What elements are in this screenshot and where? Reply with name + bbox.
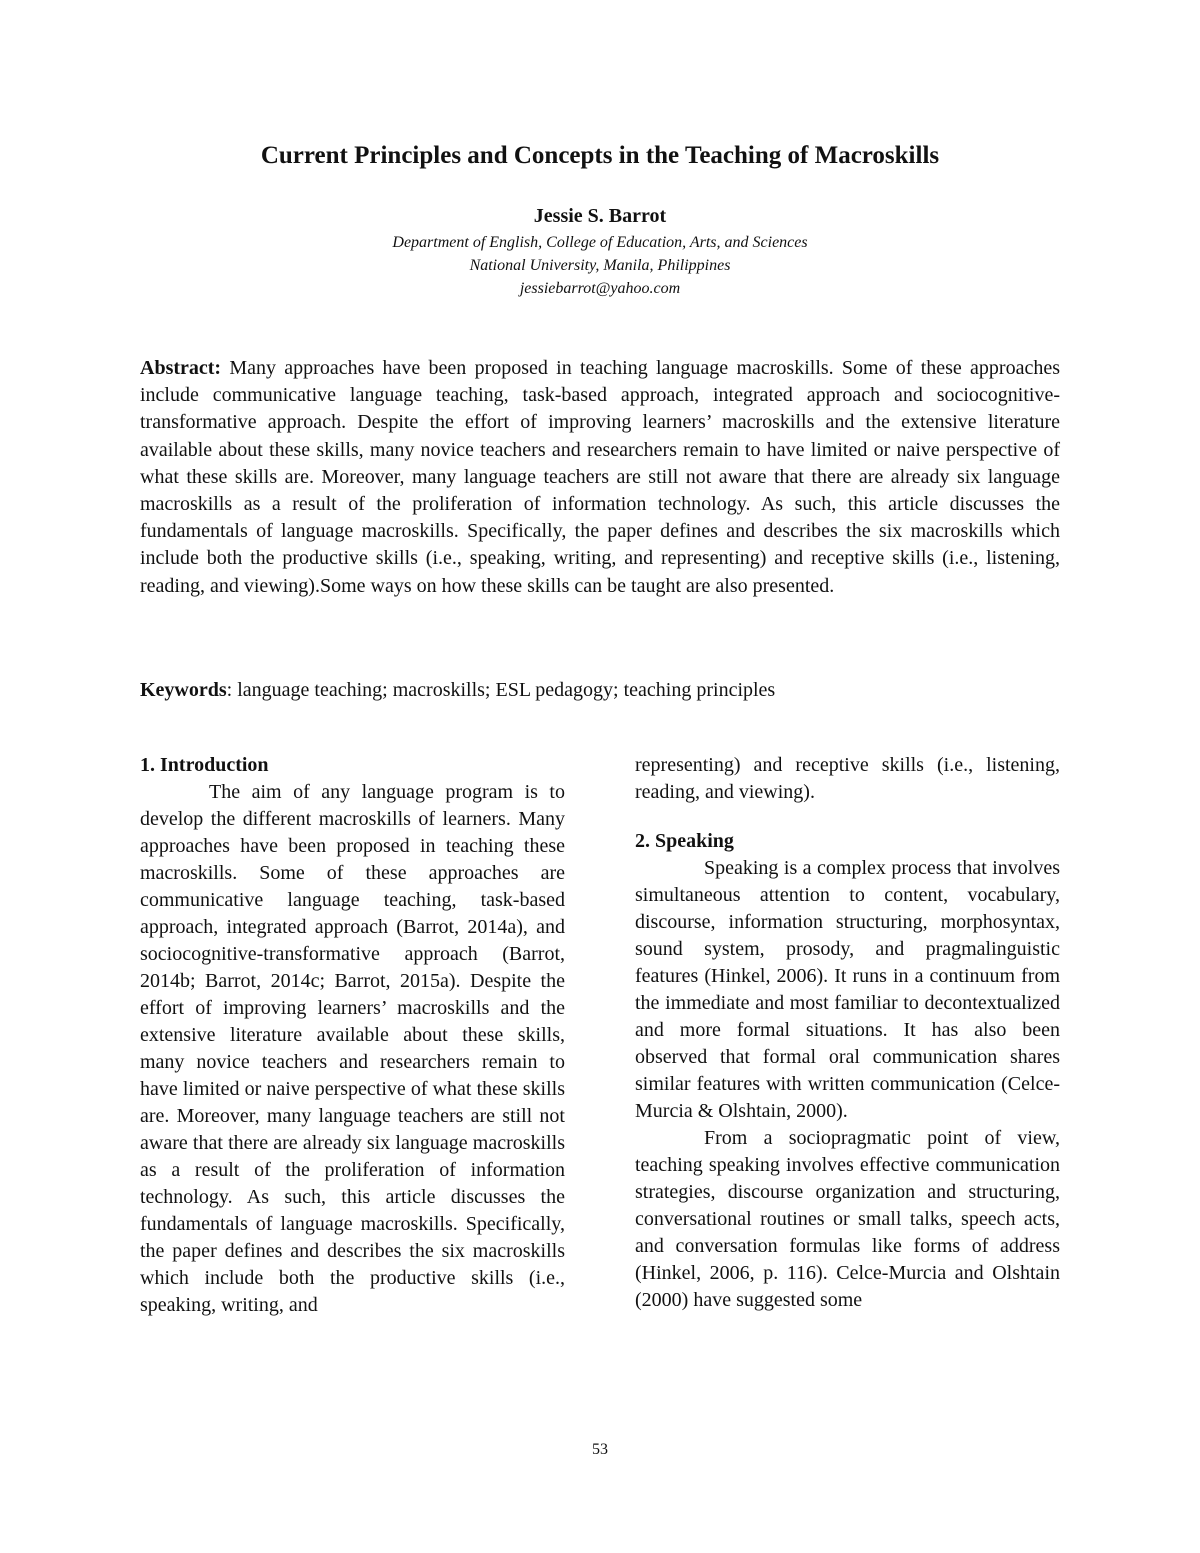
abstract-text: Many approaches have been proposed in teaching language macroskills. Some of these approaches include communicative language teaching, task-based approach, integrated approach and sociocognitive-transformative approach. Despite the effort of improving learners’ macroskills and the extensive literature available about these skills, many novice teachers and researchers remain to have limited or naive perspective of what these skills are. Moreover, many language teachers are still not aware that there are already six language macroskills as a result of the proliferation of information technology. As such, this article discusses the fundamentals of language macroskills. Specifically, the paper defines and describes the six macroskills which include both the productive skills (i.e., speaking, writing, and representing) and receptive skills (i.e., listening, reading, and viewing).Some ways on how these skills can be taught are also presented.: [140, 357, 1061, 597]
speaking-paragraph-2: From a sociopragmatic point of view, teaching speaking involves effective communication strategies, discourse organization and structuring, conversational routines or small talks, speech acts, and conversation formulas like forms of address (Hinkel, 2006, p. 116). Celce-Murcia and Olshtain (2000) have suggested some: [635, 1127, 1060, 1311]
author-email: jessiebarrot@yahoo.com: [519, 280, 681, 297]
introduction-paragraph: The aim of any language program is to develop the different macroskills of learners. Many approaches have been proposed in teaching these macroskills. Some of these approaches are communicative language teaching, task-based approach, integrated approach (Barrot, 2014a), and sociocognitive-transformative approach (Barrot, 2014b; Barrot, 2014c; Barrot, 2015a). Despite the effort of improving learners’ macroskills and the extensive literature available about these skills, many novice teachers and researchers remain to have limited or naive perspective of what these skills are. Moreover, many language teachers are still not aware that there are already six language macroskills as a result of the proliferation of information technology. As such, this article discusses the fundamentals of language macroskills. Specifically, the paper defines and describes the six macroskills which include both the productive skills (i.e., speaking, writing, and: [140, 781, 565, 1316]
left-column: [140, 752, 565, 1319]
section-heading-introduction: 1. Introduction: [140, 754, 269, 776]
page-number: 53: [592, 1441, 608, 1458]
abstract-label: Abstract:: [140, 357, 222, 379]
section-heading-speaking: 2. Speaking: [635, 830, 734, 852]
affiliation-department: Department of English, College of Education, Arts, and Sciences: [392, 234, 808, 251]
author-name: Jessie S. Barrot: [533, 205, 667, 227]
affiliation-university: National University, Manila, Philippines: [469, 257, 731, 274]
speaking-paragraph-1: Speaking is a complex process that involves simultaneous attention to content, vocabulary, discourse, information structuring, morphosyntax, sound system, prosody, and pragmalinguistic features (Hinkel, 2006). It runs in a continuum from the immediate and most familiar to decontextualized and more formal situations. It has also been observed that formal oral communication shares similar features with written communication (Celce-Murcia & Olshtain, 2000).: [635, 857, 1060, 1122]
keywords-text: : language teaching; macroskills; ESL pedagogy; teaching principles: [226, 679, 776, 701]
keywords-label: Keywords: [140, 679, 227, 701]
right-column: [635, 752, 1060, 1314]
abstract: [140, 355, 1060, 600]
introduction-paragraph-continued: representing) and receptive skills (i.e., listening, reading, and viewing).: [635, 754, 1060, 803]
keywords: [140, 677, 1060, 704]
paper-title: Current Principles and Concepts in the Teaching of Macroskills: [260, 142, 940, 169]
